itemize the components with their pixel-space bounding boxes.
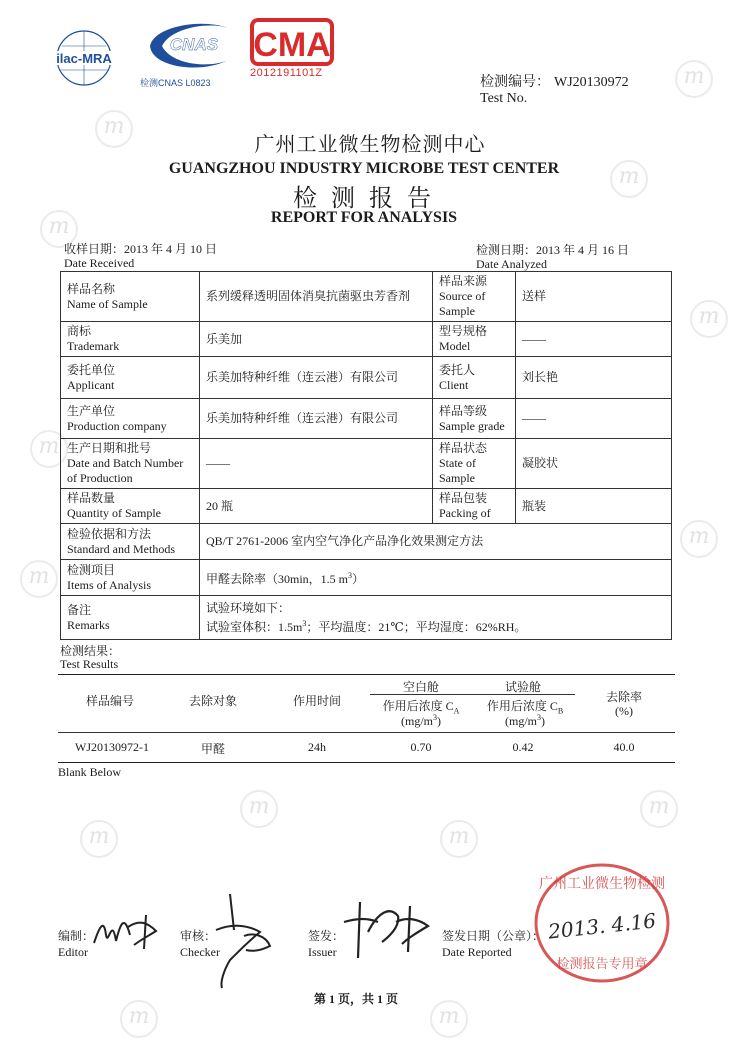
table-row: [61, 489, 672, 524]
date-reported-handwritten: 2013. 4.16: [547, 908, 658, 944]
ilac-mra-logo: [42, 28, 126, 88]
watermark: m: [30, 430, 68, 468]
name-label: [61, 272, 200, 322]
checker-label-en: Checker: [180, 945, 220, 959]
svg-text:广州工业微生物检测: 广州工业微生物检测: [539, 876, 665, 892]
unit-sup: 3: [537, 713, 541, 722]
producer-label-cn: 生产单位: [67, 403, 116, 418]
date-received-en: Date Received: [64, 256, 135, 270]
remarks-sup: 3: [302, 618, 307, 628]
applicant-label-en: Applicant: [67, 377, 115, 392]
batch-label-cn: 生产日期和批号: [67, 441, 152, 455]
test-no-label-en: Test No.: [480, 91, 528, 106]
col-sample-no: 样品编号: [85, 694, 134, 708]
name-value: 系列缓释透明固体消臭抗菌驱虫芳香剂: [200, 272, 433, 322]
model-label-en: Model: [439, 339, 471, 353]
name-label-en: Name of Sample: [67, 296, 148, 311]
table-row: [61, 357, 672, 399]
checker-label-cn: 审核：: [180, 929, 217, 943]
page-number: 第 1 页，共 1 页: [313, 992, 398, 1006]
source-label: [433, 272, 516, 322]
org-name-en: GUANGZHOU INDUSTRY MICROBE TEST CENTER: [168, 160, 560, 177]
packing-label-cn: 样品包装: [439, 491, 488, 505]
qty-label-en: Quantity of Sample: [67, 506, 161, 520]
date-reported-cn: 签发日期（公章）：: [442, 929, 545, 943]
remarks-label-cn: 备注: [67, 602, 92, 617]
col-blank-unit: [368, 713, 474, 729]
items-value-text: 甲醛去除率（30min，1.5 m: [206, 572, 349, 586]
trademark-label: [61, 322, 200, 357]
batch-label: [61, 439, 200, 489]
client-label: [433, 357, 516, 399]
standard-label: [61, 524, 200, 560]
watermark: m: [80, 820, 118, 858]
col-blank-conc-sub: A: [453, 706, 460, 716]
row-blank: 0.70: [410, 740, 432, 754]
col-test-conc-sub: B: [557, 706, 564, 716]
org-name-cn: 广州工业微生物检测中心: [254, 134, 486, 156]
date-received-cn: 收样日期：2013 年 4 月 10 日: [64, 242, 218, 256]
svg-text:CNAS: CNAS: [169, 35, 219, 54]
qty-value: 20 瓶: [200, 489, 433, 524]
unit-sup: 3: [433, 713, 437, 722]
watermark: m: [690, 300, 728, 338]
results-top-rule: [58, 674, 675, 675]
qty-label-cn: 样品数量: [67, 491, 116, 505]
table-row: [61, 399, 672, 439]
standard-label-en: Standard and Methods: [67, 541, 175, 556]
remarks-label: [61, 596, 200, 640]
test-no-label: 检测编号：: [480, 75, 550, 90]
client-label-cn: 委托人: [439, 362, 476, 377]
batch-label-en: Date and Batch Number of Production: [67, 456, 184, 485]
date-analyzed-cn: 检测日期：2013 年 4 月 16 日: [476, 243, 630, 257]
items-label: [61, 560, 200, 596]
row-time: 24h: [308, 740, 326, 754]
watermark: m: [640, 790, 678, 828]
date-reported-en: Date Reported: [442, 945, 512, 959]
col-test-conc-text: 作用后浓度 C: [486, 699, 558, 713]
results-label-en: Test Results: [60, 657, 119, 671]
watermark: m: [20, 560, 58, 598]
standard-value: QB/T 2761-2006 室内空气净化产品净化效果测定方法: [200, 524, 672, 560]
row-sample-no: WJ20130972-1: [75, 740, 149, 754]
col-test-unit: [472, 713, 578, 729]
model-value: ——: [516, 322, 672, 357]
unit-post: ): [437, 714, 441, 728]
results-header-rule: [58, 732, 675, 733]
unit-post: ): [541, 714, 545, 728]
unit-pre: (mg/m: [401, 714, 433, 728]
blank-below: Blank Below: [58, 765, 121, 779]
results-bottom-rule: [58, 762, 675, 763]
trademark-label-cn: 商标: [67, 324, 92, 338]
table-row: [61, 596, 672, 640]
remarks-line-2a: 试验室体积：1.5m: [206, 619, 303, 634]
date-reported-label: [442, 928, 544, 960]
standard-label-cn: 检验依据和方法: [67, 526, 152, 541]
grade-value: ——: [516, 399, 672, 439]
issuer-label-en: Issuer: [308, 945, 337, 959]
batch-value: ——: [200, 439, 433, 489]
client-label-en: Client: [439, 377, 469, 392]
remarks-value: [200, 596, 672, 640]
row-test: 0.42: [512, 740, 534, 754]
remarks-line-2: [206, 616, 665, 635]
name-label-cn: 样品名称: [67, 281, 116, 296]
watermark: m: [120, 1000, 158, 1038]
producer-value: 乐美加特种纤维（连云港）有限公司: [200, 399, 433, 439]
svg-text:ilac-MRA: ilac-MRA: [56, 51, 112, 66]
watermark: m: [40, 210, 78, 248]
client-value: 刘长艳: [516, 357, 672, 399]
applicant-value: 乐美加特种纤维（连云港）有限公司: [200, 357, 433, 399]
trademark-value: 乐美加: [200, 322, 433, 357]
report-title-en: REPORT FOR ANALYSIS: [270, 209, 458, 226]
packing-value: 瓶装: [516, 489, 672, 524]
watermark: m: [430, 1000, 468, 1038]
row-target: 甲醛: [200, 742, 225, 756]
svg-text:检测报告专用章: 检测报告专用章: [556, 957, 648, 972]
table-row: [61, 439, 672, 489]
remarks-line-2b: ；平均温度：21℃；平均湿度：62%RH。: [306, 619, 527, 634]
report-title-cn: 检 测 报 告: [293, 186, 435, 212]
col-target: 去除对象: [188, 694, 237, 708]
col-test: 试验舱: [504, 680, 541, 694]
state-label: [433, 439, 516, 489]
test-no-line: [480, 71, 629, 91]
table-row: [61, 272, 672, 322]
items-value: [200, 560, 672, 596]
applicant-label: [61, 357, 200, 399]
remarks-label-en: Remarks: [67, 617, 110, 632]
cnas-logo: [142, 16, 238, 78]
items-label-en: Items of Analysis: [67, 577, 151, 592]
qty-label: [61, 489, 200, 524]
editor-label-en: Editor: [58, 945, 88, 959]
editor-signature: [90, 905, 170, 960]
model-label-cn: 型号规格: [439, 324, 488, 338]
packing-label: [433, 489, 516, 524]
watermark: m: [95, 110, 133, 148]
model-label: [433, 322, 516, 357]
source-label-cn: 样品来源: [439, 274, 488, 288]
source-label-en: Source of Sample: [439, 289, 486, 318]
issuer-label-cn: 签发：: [308, 929, 345, 943]
test-no-value: WJ20130972: [554, 75, 629, 90]
watermark: m: [610, 160, 648, 198]
official-seal: [532, 858, 672, 988]
producer-label-en: Production company: [67, 418, 167, 433]
checker-signature: [210, 890, 280, 995]
items-value-sup: 3: [348, 571, 353, 580]
editor-label-cn: 编制：: [58, 929, 95, 943]
packing-label-en: Packing of: [439, 506, 491, 520]
date-analyzed-en: Date Analyzed: [476, 257, 547, 271]
table-row: [61, 560, 672, 596]
watermark: m: [440, 820, 478, 858]
items-value-tail: ）: [352, 572, 365, 586]
col-rate: 去除率: [605, 690, 642, 704]
col-rate-unit: (%): [615, 704, 633, 718]
state-value: 凝胶状: [516, 439, 672, 489]
cma-number: 2012191101Z: [250, 67, 323, 79]
cma-logo: [248, 14, 336, 70]
watermark: m: [240, 790, 278, 828]
unit-pre: (mg/m: [505, 714, 537, 728]
svg-text:CMA: CMA: [253, 26, 331, 64]
col-time: 作用时间: [292, 694, 341, 708]
trademark-label-en: Trademark: [67, 339, 120, 353]
grade-label-cn: 样品等级: [439, 403, 488, 418]
editor-label: [58, 928, 94, 960]
cnas-caption: 检测CNAS L0823: [140, 78, 211, 88]
table-row: [61, 322, 672, 357]
producer-label: [61, 399, 200, 439]
col-blank: 空白舱: [402, 680, 439, 694]
sample-info-table: [60, 271, 672, 640]
items-label-cn: 检测项目: [67, 562, 116, 577]
applicant-label-cn: 委托单位: [67, 362, 116, 377]
issuer-signature: [338, 892, 434, 967]
remarks-line-1: 试验环境如下：: [206, 600, 291, 615]
grade-label-en: Sample grade: [439, 418, 505, 433]
table-row: [61, 524, 672, 560]
results-label-cn: 检测结果：: [60, 644, 121, 658]
state-label-cn: 样品状态: [439, 441, 488, 455]
grade-label: [433, 399, 516, 439]
watermark: m: [675, 60, 713, 98]
state-label-en: State of Sample: [439, 456, 476, 485]
col-blank-conc-text: 作用后浓度 C: [382, 699, 454, 713]
source-value: 送样: [516, 272, 672, 322]
row-rate: 40.0: [613, 740, 635, 754]
watermark: m: [680, 520, 718, 558]
